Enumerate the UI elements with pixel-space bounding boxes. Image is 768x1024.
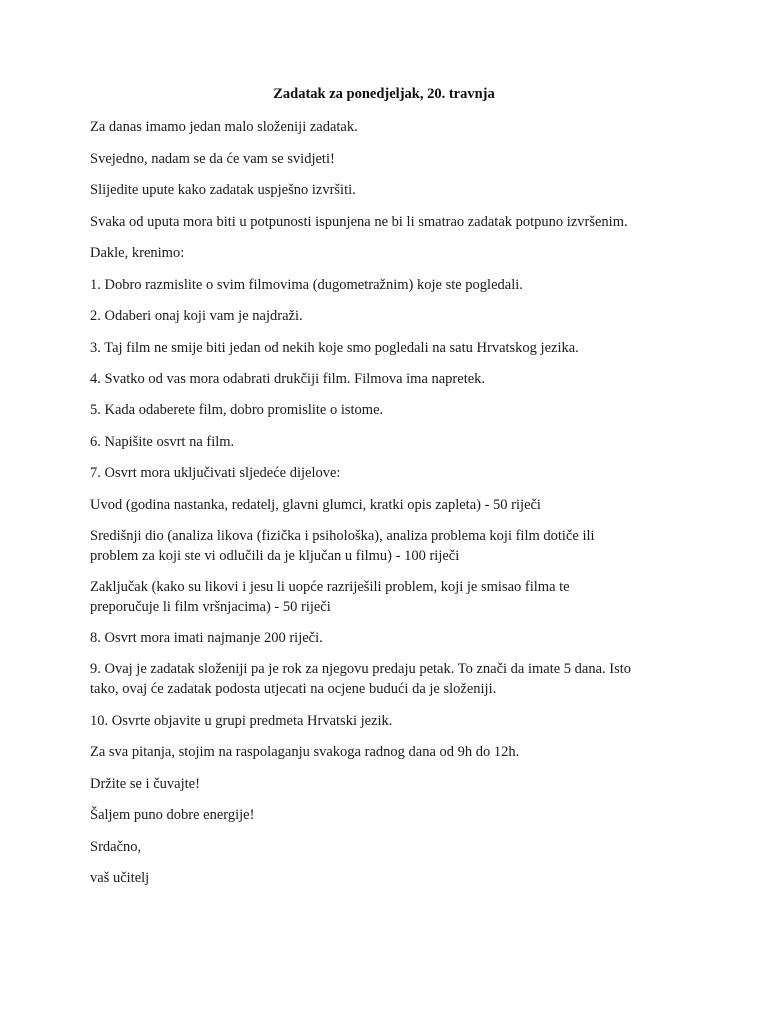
paragraph-line: Svejedno, nadam se da će vam se svidjeti! — [90, 151, 335, 167]
paragraph-line: Svaka od uputa mora biti u potpunosti ispunjena ne bi li smatrao zadatak potpuno izvršenim. — [90, 214, 628, 230]
paragraph-line: 8. Osvrt mora imati najmanje 200 riječi. — [90, 630, 323, 646]
paragraph-line: 6. Napišite osvrt na film. — [90, 434, 235, 450]
paragraph-line: Za danas imamo jedan malo složeniji zadatak. — [90, 119, 358, 135]
paragraph-line: Srdačno, — [90, 839, 142, 855]
paragraph-line: Središnji dio (analiza likova (fizička i psihološka), analiza problema koji film dotiče ili — [90, 528, 595, 544]
paragraph-signature — [90, 868, 690, 888]
paragraph-requirement — [90, 212, 690, 232]
paragraph-start — [90, 243, 690, 263]
list-item-10 — [90, 711, 690, 731]
paragraph-line: problem za koji ste vi odlučili da je ključan u filmu) - 100 riječi — [90, 548, 460, 564]
paragraph-greeting — [90, 149, 690, 169]
list-item-8 — [90, 628, 690, 648]
list-item-4 — [90, 369, 690, 389]
list-item-1 — [90, 275, 690, 295]
paragraph-energy — [90, 805, 690, 825]
paragraph-line: Držite se i čuvajte! — [90, 776, 200, 792]
paragraph-closing — [90, 837, 690, 857]
list-item-6 — [90, 432, 690, 452]
paragraph-line: Uvod (godina nastanka, redatelj, glavni glumci, kratki opis zapleta) - 50 riječi — [90, 497, 541, 513]
paragraph-line: 7. Osvrt mora uključivati sljedeće dijelove: — [90, 465, 341, 481]
paragraph-line: vaš učitelj — [90, 870, 150, 886]
paragraph-contact — [90, 742, 690, 762]
paragraph-line: Šaljem puno dobre energije! — [90, 807, 255, 823]
paragraph-farewell — [90, 774, 690, 794]
paragraph-line: tako, ovaj će zadatak podosta utjecati na ocjene budući da je složeniji. — [90, 681, 497, 697]
list-item-3 — [90, 338, 690, 358]
paragraph-line: 5. Kada odaberete film, dobro promislite o istome. — [90, 402, 384, 418]
paragraph-line: 3. Taj film ne smije biti jedan od nekih koje smo pogledali na satu Hrvatskog jezika. — [90, 340, 579, 356]
paragraph-instructions — [90, 180, 690, 200]
paragraph-line: Dakle, krenimo: — [90, 245, 185, 261]
paragraph-line: 9. Ovaj je zadatak složeniji pa je rok za njegovu predaju petak. To znači da imate 5 dana. Isto — [90, 661, 632, 677]
paragraph-line: 4. Svatko od vas mora odabrati drukčiji film. Filmova ima napretek. — [90, 371, 486, 387]
list-item-9 — [90, 659, 690, 699]
paragraph-line: 1. Dobro razmislite o svim filmovima (dugometražnim) koje ste pogledali. — [90, 277, 523, 293]
paragraph-line: 2. Odaberi onaj koji vam je najdraži. — [90, 308, 303, 324]
paragraph-intro — [90, 117, 690, 137]
list-item-5 — [90, 400, 690, 420]
paragraph-intro-section — [90, 495, 690, 515]
paragraph-line: Za sva pitanja, stojim na raspolaganju svakoga radnog dana od 9h do 12h. — [90, 744, 520, 760]
paragraph-conclusion-section — [90, 577, 690, 617]
paragraph-line: Slijedite upute kako zadatak uspješno izvršiti. — [90, 182, 356, 198]
document-title: Zadatak za ponedjeljak, 20. travnja — [273, 86, 495, 102]
paragraph-line: preporučuje li film vršnjacima) - 50 riječi — [90, 599, 331, 615]
list-item-7 — [90, 463, 690, 483]
paragraph-main-section — [90, 526, 690, 566]
paragraph-line: Zaključak (kako su likovi i jesu li uopće razriješili problem, koji je smisao filma te — [90, 579, 570, 595]
list-item-2 — [90, 306, 690, 326]
paragraph-line: 10. Osvrte objavite u grupi predmeta Hrvatski jezik. — [90, 713, 393, 729]
